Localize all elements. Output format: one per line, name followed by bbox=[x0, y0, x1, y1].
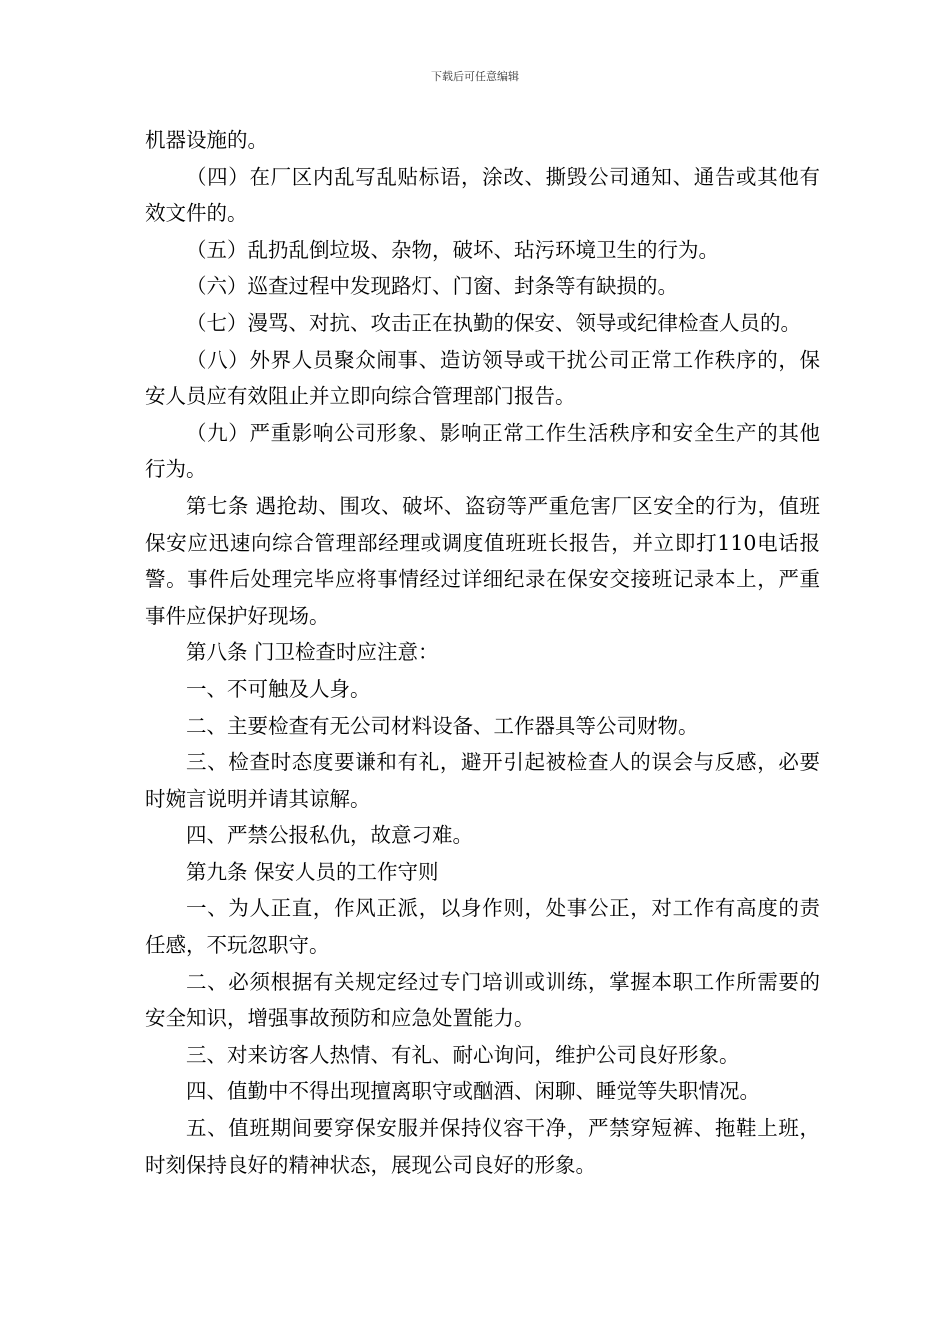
paragraph: （九）严重影响公司形象、影响正常工作生活秩序和安全生产的其他行为。 bbox=[145, 420, 820, 482]
paragraph: （八）外界人员聚众闹事、造访领导或干扰公司正常工作秩序的，保安人员应有效阻止并立即向综合管理部门报告。 bbox=[145, 347, 820, 409]
list-item: 三、检查时态度要谦和有礼，避开引起被检查人的误会与反感，必要时婉言说明并请其谅解。 bbox=[145, 750, 820, 811]
article-paragraph: 第七条 遇抢劫、围攻、破坏、盗窃等严重危害厂区安全的行为，值班保安应迅速向综合管理部经理或调度值班班长报告，并立即打110电话报警。事件后处理完毕应将事情经过详细纪录在保安交接班记录本上，严重事件应保护好现场。 bbox=[145, 493, 820, 628]
article-heading: 第九条 保安人员的工作守则 bbox=[186, 859, 439, 884]
article-heading: 第八条 门卫检查时应注意： bbox=[186, 640, 439, 665]
paragraph: （五）乱扔乱倒垃圾、杂物，破坏、玷污环境卫生的行为。 bbox=[186, 237, 719, 262]
list-item: 五、值班期间要穿保安服并保持仪容干净，严禁穿短裤、拖鞋上班，时刻保持良好的精神状态，展现公司良好的形象。 bbox=[145, 1116, 820, 1177]
list-item: 四、值勤中不得出现擅离职守或酗酒、闲聊、睡觉等失职情况。 bbox=[186, 1079, 760, 1104]
list-item: 四、严禁公报私仇，故意刁难。 bbox=[186, 823, 473, 848]
list-item: 一、为人正直，作风正派，以身作则，处事公正，对工作有高度的责任感，不玩忽职守。 bbox=[145, 896, 820, 958]
paragraph: （七）漫骂、对抗、攻击正在执勤的保安、领导或纪律检查人员的。 bbox=[186, 310, 801, 335]
list-item: 一、不可触及人身。 bbox=[186, 676, 371, 701]
document-body bbox=[145, 122, 820, 1183]
paragraph: 机器设施的。 bbox=[145, 128, 268, 152]
paragraph: （四）在厂区内乱写乱贴标语，涂改、撕毁公司通知、通告或其他有效文件的。 bbox=[145, 164, 820, 226]
paragraph: （六）巡查过程中发现路灯、门窗、封条等有缺损的。 bbox=[186, 274, 678, 299]
list-item: 三、对来访客人热情、有礼、耐心询问，维护公司良好形象。 bbox=[186, 1042, 740, 1067]
page-header: 下载后可任意编辑 bbox=[431, 70, 519, 83]
list-item: 二、主要检查有无公司材料设备、工作器具等公司财物。 bbox=[186, 713, 699, 738]
list-item: 二、必须根据有关规定经过专门培训或训练，掌握本职工作所需要的安全知识，增强事故预防和应急处置能力。 bbox=[145, 969, 820, 1031]
